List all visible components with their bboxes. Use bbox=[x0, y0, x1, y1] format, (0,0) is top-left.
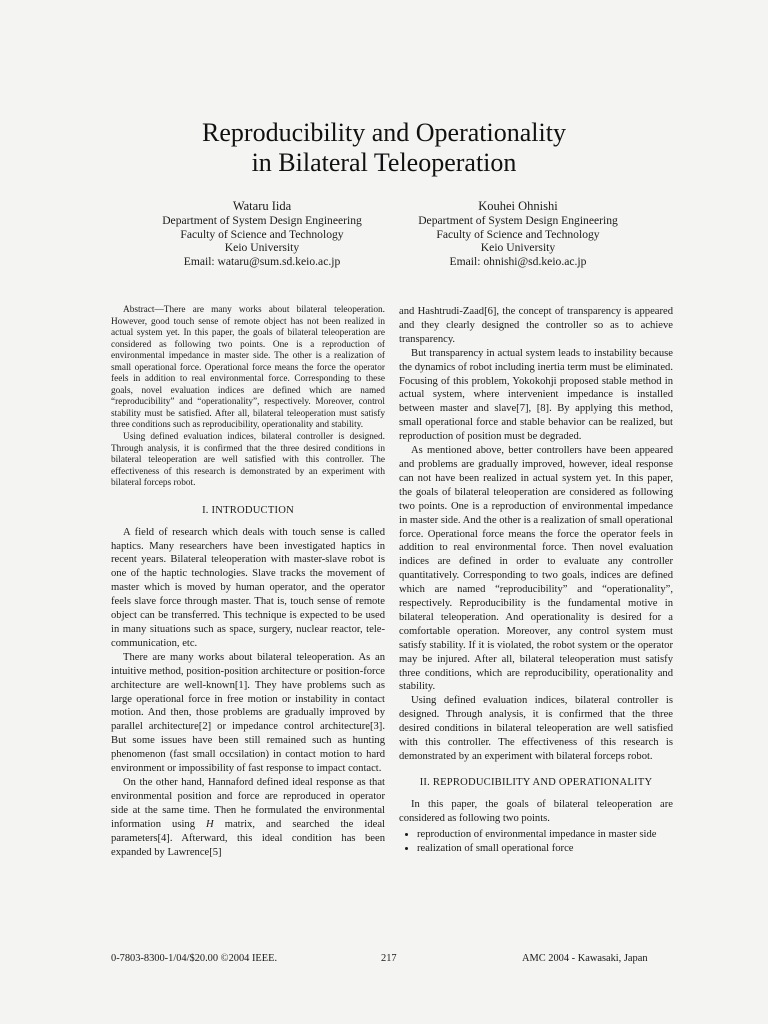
math-symbol: H bbox=[206, 818, 214, 830]
paper-title bbox=[0, 118, 768, 178]
footer-copyright: 0-7803-8300-1/04/$20.00 ©2004 IEEE. bbox=[111, 953, 278, 964]
title-line-1: Reproducibility and Operationality bbox=[202, 118, 566, 147]
body-paragraph: A field of research which deals with touch sense is called haptics. Many researchers have been investigated haptics in recent years. Bilateral teleoperation with master-slave robot is one of the haptic technologies. Slave tracks the movement of master which is moved by human operator, and the operator feels slave force through master. That is, touch sense of remote object can be transferred. This technique is expected to be used in many situations such as space, surgery, nuclear reactor, tele-communication, etc. bbox=[111, 526, 385, 649]
body-paragraph: But transparency in actual system leads to instability because the dynamics of robot including inertia term must be eliminated. Focusing of this problem, Yokokohji proposed stable method in actual system, where intervenient impedance is installed between master and slave[7], [8]. By applying this method, small operational force and stable behavior can be realized, but reproduction of position must be degraded. bbox=[399, 347, 673, 443]
left-column bbox=[111, 305, 385, 859]
body-paragraph: There are many works about bilateral teleoperation. As an intuitive method, position-position architecture or position-force architecture are well-known[1]. They have problems such as large operational force in free motion or instability in contact motion. And then, those problems are gradually improved by parallel architecture[2] or impedance control architecture[3]. But some issues have been still remained such as hunting phenomenon (fast small occsilation) in contact motion to hard environment or impossibility of fast response to impact contact. bbox=[111, 651, 385, 775]
page-number: 217 bbox=[381, 953, 397, 964]
author-email: Email: wataru@sum.sd.keio.ac.jp bbox=[183, 254, 341, 268]
bullet-list bbox=[399, 828, 673, 856]
author-block-2 bbox=[368, 198, 668, 268]
author-department: Department of System Design Engineering bbox=[162, 214, 362, 227]
text-span: On the other hand, Hannaford defined ideal response as that environmental position and force are reproduced in operator side at the same time. Then he formulated the environmental information using bbox=[111, 776, 385, 830]
title-line-2: in Bilateral Teleoperation bbox=[251, 148, 517, 177]
abstract-paragraph: Using defined evaluation indices, bilateral controller is designed. Through analysis, it is confirmed that the three desired conditions in bilateral teleoperation are well satisfied with this controller. The effectiveness of this research is demonstrated by an experiment with bilateral forceps robot. bbox=[111, 432, 385, 489]
author-department: Department of System Design Engineering bbox=[418, 214, 618, 227]
author-faculty: Faculty of Science and Technology bbox=[436, 227, 600, 241]
author-name: Wataru Iida bbox=[232, 199, 292, 213]
author-block-1 bbox=[112, 198, 412, 268]
list-item: • realization of small operational force bbox=[417, 842, 673, 856]
author-faculty: Faculty of Science and Technology bbox=[180, 227, 344, 241]
list-item: • reproduction of environmental impedance in master side bbox=[417, 828, 673, 842]
footer-conference: AMC 2004 - Kawasaki, Japan bbox=[522, 953, 648, 964]
body-paragraph: In this paper, the goals of bilateral teleoperation are considered as following two points. bbox=[399, 798, 673, 824]
section-heading: II. REPRODUCIBILITY AND OPERATIONALITY bbox=[419, 776, 653, 788]
text-span: matrix, and searched the ideal parameters[4]. Afterward, this ideal condition has been expanded by Lawrence[5] bbox=[111, 818, 385, 858]
author-name: Kouhei Ohnishi bbox=[478, 199, 558, 213]
author-email: Email: ohnishi@sd.keio.ac.jp bbox=[449, 254, 587, 268]
body-paragraph: and Hashtrudi-Zaad[6], the concept of transparency is appeared and they clearly designed the controller so as to achieve transparency. bbox=[399, 306, 673, 345]
author-university: Keio University bbox=[480, 241, 556, 254]
body-paragraph bbox=[111, 776, 385, 859]
abstract-paragraph: Abstract—There are many works about bilateral teleoperation. However, good touch sense of remote object has not been realized in actual system yet. In this paper, the goals of bilateral teleoperation are considered as following two points. One is a reproduction of environmental impedance in master side. The other is a realization of small operational force. Operational force means the force the operator feels in addition to real environmental force. Corresponding to these goals, novel evaluation indices are defined which are named “reproducibility” and “operationality”, respectively. Moreover, control stability must be satisfied. After all, bilateral teleoperation must satisfy three conditions such as reproducibility, operationality and stability. bbox=[111, 305, 385, 431]
body-paragraph: Using defined evaluation indices, bilateral controller is designed. Through analysis, it is confirmed that the three desired conditions in bilateral teleoperation are well satisfied with this controller. The effectiveness of this research is demonstrated by an experiment with bilateral forceps robot. bbox=[399, 695, 673, 762]
author-university: Keio University bbox=[224, 241, 300, 254]
section-heading: I. INTRODUCTION bbox=[202, 504, 294, 516]
right-column bbox=[399, 305, 673, 855]
body-paragraph: As mentioned above, better controllers have been appeared and problems are gradually improved, however, ideal response can not have been realized in actual system yet. In this paper, the goals of bilateral teleoperation are considered as following two points. One is a reproduction of environmental impedance in master side. And the other is a realization of small operational force. Operational force means the force the operator feels in addition to real environmental force. Then novel evaluation indices are defined in order to evaluate any controller quantitatively. Corresponding to two goals, indices are defined which are named “reproducibility” and “operationality”, respectively. Reproducibility is the fundamental motive in bilateral teleoperation. And operationality is desired for a comfortable operation. Moreover, any control system must satisfy stability. If it is violated, the robot system or the operator may be injured. After all, bilateral teleoperation must satisfy three conditions, which are reproducibility, operationality and stability. bbox=[399, 445, 673, 693]
